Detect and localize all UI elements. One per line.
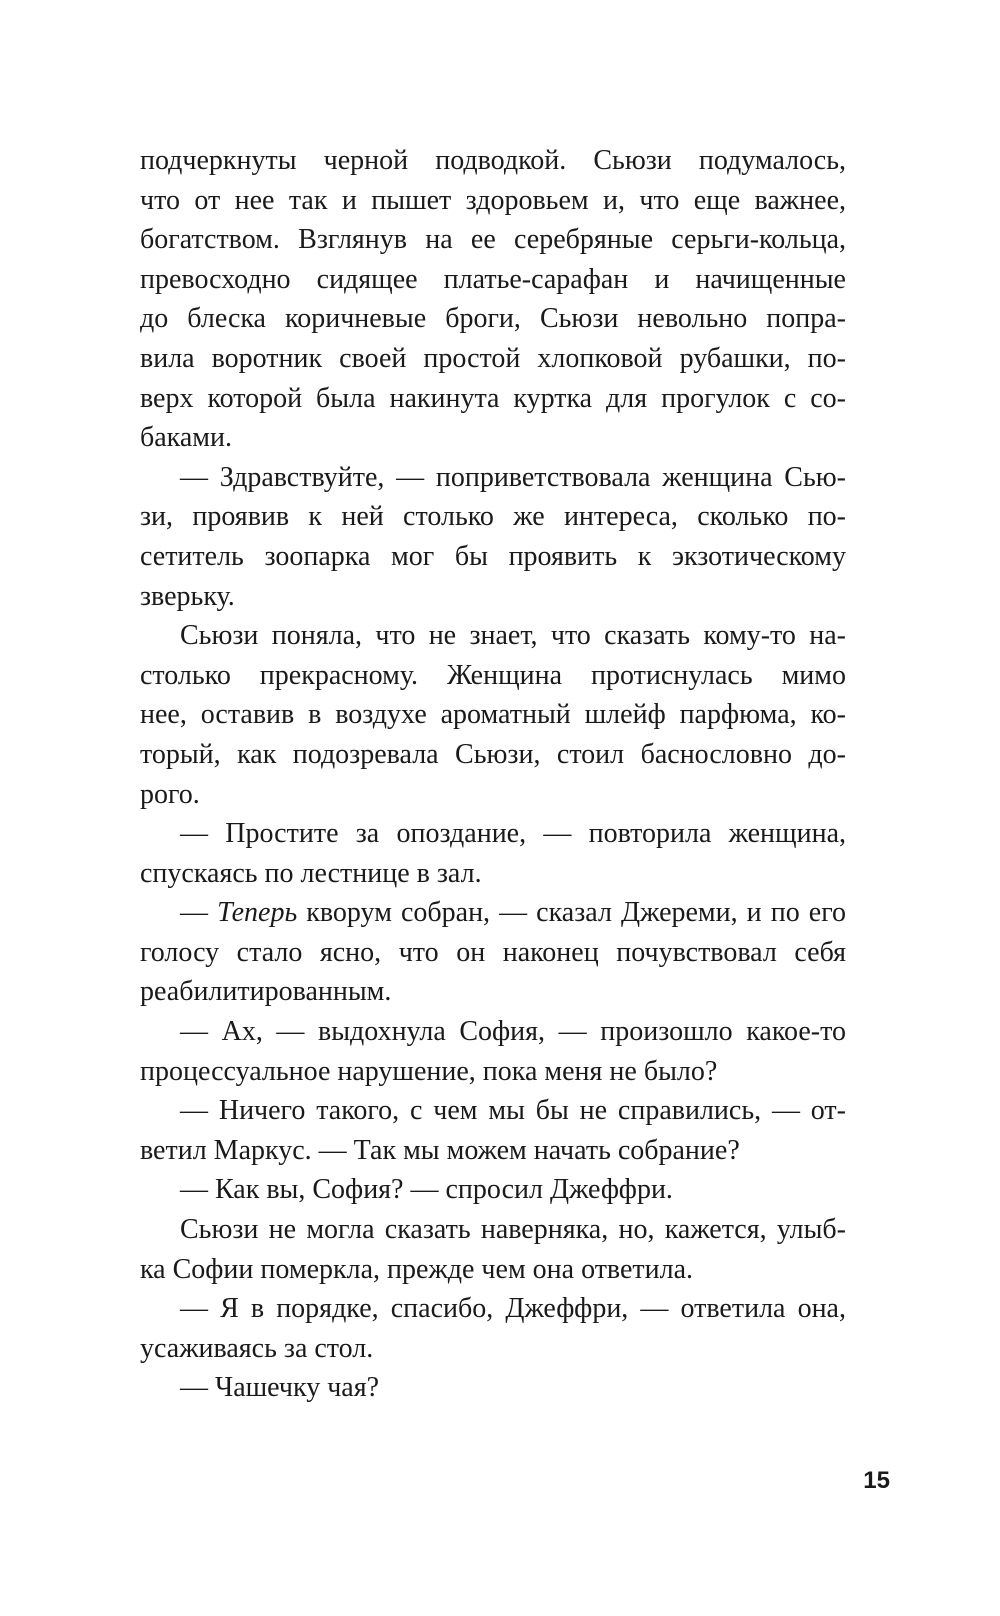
text-line-prefix: — bbox=[180, 897, 218, 929]
text-line: — Я в порядке, спасибо, Джеффри, — ответила она, bbox=[180, 1293, 846, 1325]
text-line: верх которой была накинута куртка для прогулок с со- bbox=[140, 382, 846, 414]
text-line: до блеска коричневые броги, Сьюзи невольно попра- bbox=[140, 303, 846, 335]
italic-emphasis: Теперь bbox=[217, 897, 298, 929]
text-line: Сьюзи не могла сказать наверняка, но, кажется, улыб- bbox=[180, 1214, 846, 1246]
text-line: подчеркнуты черной подводкой. Сьюзи подумалось, bbox=[140, 145, 846, 176]
text-line: рого. bbox=[140, 778, 200, 810]
text-line: ка Софии померкла, прежде чем она ответила. bbox=[140, 1253, 694, 1285]
text-line: — Простите за опоздание, — повторила женщина, bbox=[180, 818, 846, 850]
text-line bbox=[140, 893, 846, 933]
text-line: голосу стало ясно, что он наконец почувствовал себя bbox=[140, 936, 846, 968]
text-line: — Чашечку чая? bbox=[180, 1372, 380, 1404]
text-line: усаживаясь за стол. bbox=[140, 1332, 374, 1364]
text-line: нее, оставив в воздухе ароматный шлейф парфюма, ко- bbox=[140, 699, 846, 731]
text-line: Сьюзи поняла, что не знает, что сказать кому-то на- bbox=[180, 620, 846, 652]
text-line: баками. bbox=[140, 422, 232, 454]
text-line: вила воротник своей простой хлопковой рубашки, по- bbox=[140, 342, 846, 374]
text-line: ветил Маркус. — Так мы можем начать собрание? bbox=[140, 1134, 740, 1166]
text-line: зверьку. bbox=[140, 580, 235, 612]
text-line: спускаясь по лестнице в зал. bbox=[140, 857, 482, 889]
body-text bbox=[140, 141, 846, 1408]
text-line: столько прекрасному. Женщина протиснулась мимо bbox=[140, 659, 846, 691]
text-line: реабилитированным. bbox=[140, 976, 392, 1008]
page-number: 15 bbox=[863, 1467, 890, 1494]
text-line: — Ничего такого, с чем мы бы не справились, — от- bbox=[180, 1095, 846, 1127]
text-line: торый, как подозревала Сьюзи, стоил баснословно до- bbox=[140, 738, 846, 770]
text-line: что от нее так и пышет здоровьем и, что еще важнее, bbox=[140, 184, 846, 216]
text-line: богатством. Взглянув на ее серебряные серьги-кольца, bbox=[140, 224, 846, 256]
text-line: превосходно сидящее платье-сарафан и начищенные bbox=[140, 263, 846, 295]
text-line: зи, проявив к ней столько же интереса, сколько по- bbox=[140, 501, 846, 533]
text-line: — Здравствуйте, — поприветствовала женщина Сью- bbox=[180, 461, 846, 493]
text-line: сетитель зоопарка мог бы проявить к экзотическому bbox=[140, 540, 846, 572]
text-line: — Ах, — выдохнула София, — произошло какое-то bbox=[180, 1016, 846, 1048]
text-line-rest: кворум собран, — сказал Джереми, и по его bbox=[297, 897, 846, 929]
text-line: — Как вы, София? — спросил Джеффри. bbox=[180, 1174, 673, 1206]
text-line: процессуальное нарушение, пока меня не было? bbox=[140, 1055, 718, 1087]
